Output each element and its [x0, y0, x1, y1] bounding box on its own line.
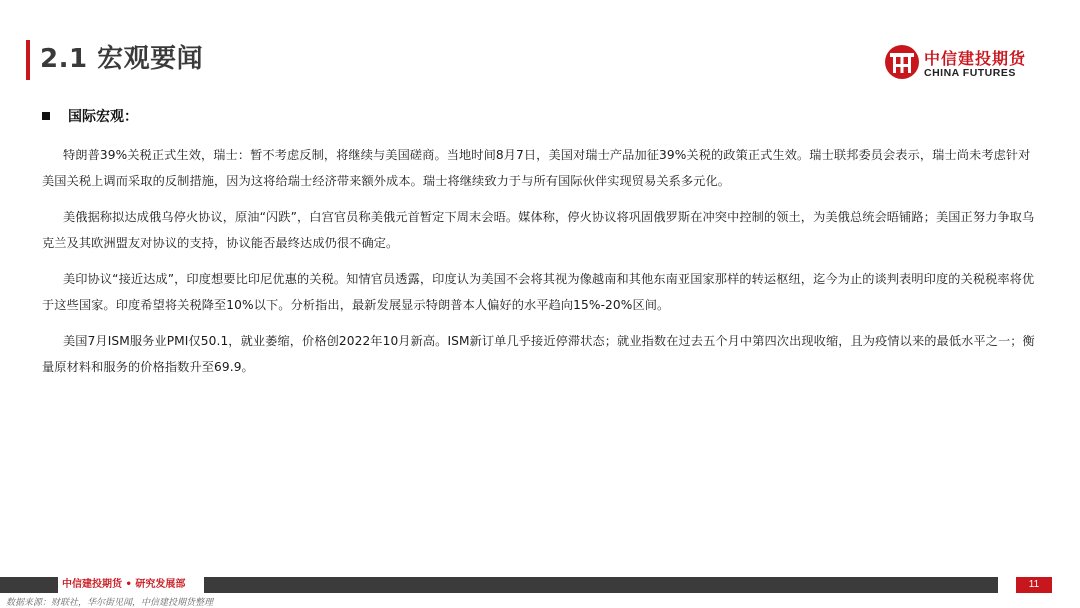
page-title: 2.1 宏观要闻: [40, 44, 204, 74]
title-accent-bar: [26, 40, 30, 80]
logo-text-en: CHINA FUTURES: [924, 67, 1016, 79]
logo-icon: [884, 44, 920, 80]
section-heading-label: 国际宏观：: [68, 109, 138, 125]
data-source-note: 数据来源：财联社，华尔街见闻，中信建投期货整理: [6, 598, 214, 608]
news-paragraph: 美国7月ISM服务业PMI仅50.1，就业萎缩，价格创2022年10月新高。ISM新订单几乎接近停滞状态；就业指数在过去五个月中第四次出现收缩，且为疫情以来的最低水平之一；衡量原材料和服务的价格指数升至69.9。: [42, 334, 1035, 374]
news-paragraph: 美俄据称拟达成俄乌停火协议，原油“闪跌”，白宫官员称美俄元首暂定下周末会晤。媒体称，停火协议将巩固俄罗斯在冲突中控制的领土，为美俄总统会晤铺路；美国正努力争取乌克兰及其欧洲盟友对协议的支持，协议能否最终达成仍很不确定。: [42, 210, 1035, 250]
footer-brand: 中信建投期货 • 研究发展部: [62, 579, 186, 590]
news-paragraph: 美印协议“接近达成”，印度想要比印尼优惠的关税。知情官员透露，印度认为美国不会将其视为像越南和其他东南亚国家那样的转运枢纽，迄今为止的谈判表明印度的关税税率将优于这些国家。印度希望将关税降至10%以下。分析指出，最新发展显示特朗普本人偏好的水平趋向15%-20%区间。: [42, 272, 1035, 312]
news-paragraph: 特朗普39%关税正式生效，瑞士：暂不考虑反制，将继续与美国磋商。当地时间8月7日，美国对瑞士产品加征39%关税的政策正式生效。瑞士联邦委员会表示，瑞士尚未考虑针对美国关税上调而采取的反制措施，因为这将给瑞士经济带来额外成本。瑞士将继续致力于与所有国际伙伴实现贸易关系多元化。: [42, 148, 1031, 188]
news-body: [42, 142, 1042, 390]
company-logo: [884, 44, 1054, 84]
section-heading: [42, 106, 138, 126]
square-bullet-icon: [42, 112, 50, 120]
logo-text-cn: 中信建投期货: [924, 49, 1027, 68]
page-number: 11: [1016, 577, 1052, 593]
